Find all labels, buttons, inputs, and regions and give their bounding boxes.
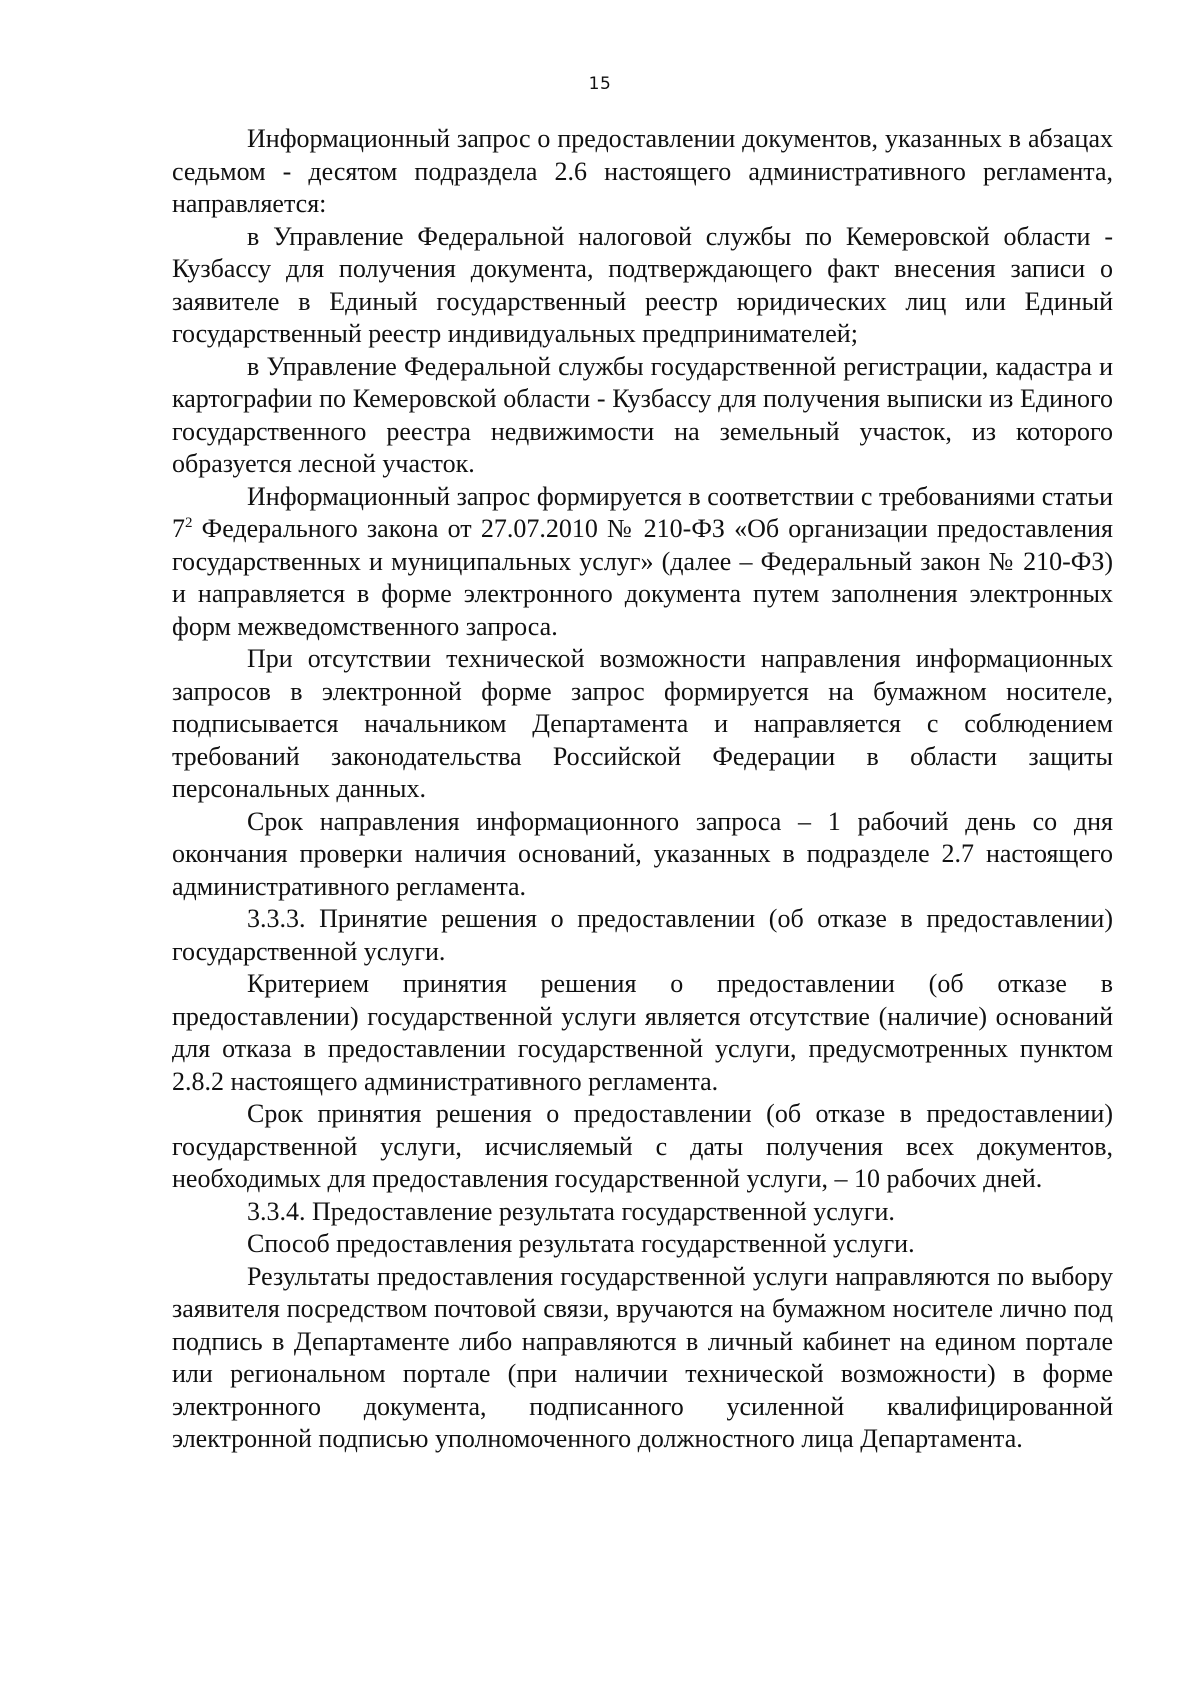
section-heading-3-3-3: 3.3.3. Принятие решения о предоставлении (об отказе в предоставлении) государственной услуги. [172,904,1113,966]
paragraph-paper-request: При отсутствии технической возможности направления информационных запросов в электронной форме запрос формируется на бумажном носителе, подписывается начальником Департамента и направляется с соблюдением требований законодательства Российской Федерации в области защиты персональных данных. [172,644,1113,803]
paragraph-request-formation-end: Федерального закона от 27.07.2010 № 210-ФЗ «Об организации предоставления государственных и муниципальных услуг» (далее – Федеральный закон № 210-ФЗ) и направляется в форме электронного документа путем заполнения электронных форм межведомственного запроса. [172,514,1113,641]
section-heading-3-3-4: 3.3.4. Предоставление результата государственной услуги. [247,1196,895,1226]
page-number: 15 [588,74,612,94]
paragraph-request-formation-start: Информационный запрос формируется в соответствии с требованиями статьи 7 [172,481,1113,543]
paragraph-request-formation [172,481,1113,644]
paragraph-decision-criteria: Критерием принятия решения о предоставлении (об отказе в предоставлении) государственной услуги является отсутствие (наличие) оснований для отказа в предоставлении государственной услуги, предусмотренных пунктом 2.8.2 настоящего административного регламента. [172,969,1113,1096]
article-superscript: 2 [185,515,193,531]
paragraph-tax-service: в Управление Федеральной налоговой службы по Кемеровской области - Кузбассу для получения документа, подтверждающего факт внесения записи о заявителе в Единый государственный реестр юридических лиц или Единый государственный реестр индивидуальных предпринимателей; [172,221,1113,348]
paragraph-registration-service: в Управление Федеральной службы государственной регистрации, кадастра и картографии по Кемеровской области - Кузбассу для получения выписки из Единого государственного реестра недвижимости на земельный участок, из которого образуется лесной участок. [172,351,1113,478]
document-body [172,123,1113,1456]
paragraph-decision-deadline: Срок принятия решения о предоставлении (об отказе в предоставлении) государственной услуги, исчисляемый с даты получения всех документов, необходимых для предоставления государственной услуги, – 10 рабочих дней. [172,1099,1113,1193]
paragraph-request-deadline: Срок направления информационного запроса – 1 рабочий день со дня окончания проверки наличия оснований, указанных в подразделе 2.7 настоящего административного регламента. [172,806,1113,901]
paragraph-info-request-docs: Информационный запрос о предоставлении документов, указанных в абзацах седьмом - десятом подраздела 2.6 настоящего административного регламента, направляется: [172,124,1113,218]
paragraph-result-delivery: Результаты предоставления государственной услуги направляются по выбору заявителя посредством почтовой связи, вручаются на бумажном носителе лично под подпись в Департаменте либо направляются в личный кабинет на едином портале или региональном портале (при наличии технической возможности) в форме электронного документа, подписанного усиленной квалифицированной электронной подписью уполномоченного должностного лица Департамента. [172,1261,1113,1453]
paragraph-result-method: Способ предоставления результата государственной услуги. [247,1229,915,1258]
